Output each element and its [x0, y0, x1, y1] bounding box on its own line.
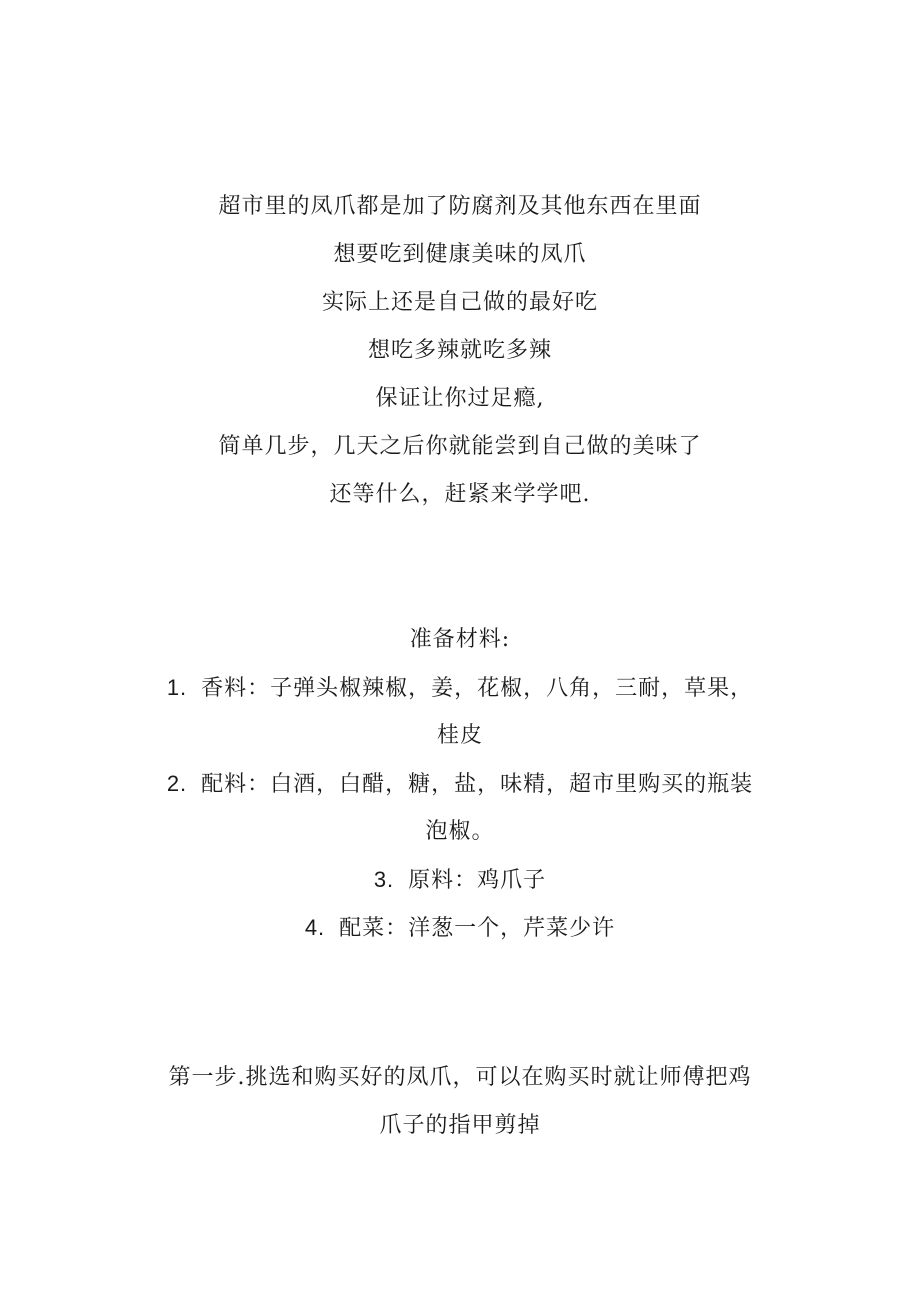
intro-line: 还等什么，赶紧来学学吧. — [329, 482, 591, 507]
material-item — [0, 664, 920, 760]
item-text: 配菜：洋葱一个，芹菜少许 — [339, 916, 616, 941]
intro-line: 超市里的凤爪都是加了防腐剂及其他东西在里面 — [218, 194, 702, 219]
item-number: 4. — [304, 915, 326, 940]
materials-section — [0, 616, 920, 952]
step-one-section — [0, 1054, 920, 1150]
item-number: 3. — [373, 867, 395, 892]
materials-heading: 准备材料: — [409, 627, 511, 652]
material-item-row — [0, 664, 920, 712]
step-line: 第一步.挑选和购买好的凤爪，可以在购买时就让师傅把鸡 — [168, 1065, 752, 1090]
item-text: 配料：白酒，白醋，糖，盐，味精，超市里购买的瓶装 — [201, 772, 754, 797]
item-text: 香料：子弹头椒辣椒，姜，花椒，八角，三耐，草果， — [201, 676, 754, 701]
material-item — [0, 904, 920, 952]
intro-line: 保证让你过足瘾, — [375, 386, 545, 411]
item-text: 原料：鸡爪子 — [408, 868, 547, 893]
item-number: 2. — [166, 771, 188, 796]
intro-line: 想吃多辣就吃多辣 — [367, 338, 552, 363]
material-item — [0, 760, 920, 856]
intro-line: 想要吃到健康美味的凤爪 — [333, 242, 587, 267]
intro-line: 简单几步，几天之后你就能尝到自己做的美味了 — [218, 434, 702, 459]
material-item-row — [0, 856, 920, 904]
intro-line: 实际上还是自己做的最好吃 — [321, 290, 598, 315]
material-item-row — [0, 760, 920, 808]
material-item — [0, 856, 920, 904]
intro-section — [0, 183, 920, 519]
material-item-row — [0, 904, 920, 952]
item-number: 1. — [166, 675, 188, 700]
item-continuation: 桂皮 — [436, 723, 483, 748]
step-line: 爪子的指甲剪掉 — [379, 1113, 541, 1138]
item-continuation: 泡椒。 — [425, 819, 495, 844]
